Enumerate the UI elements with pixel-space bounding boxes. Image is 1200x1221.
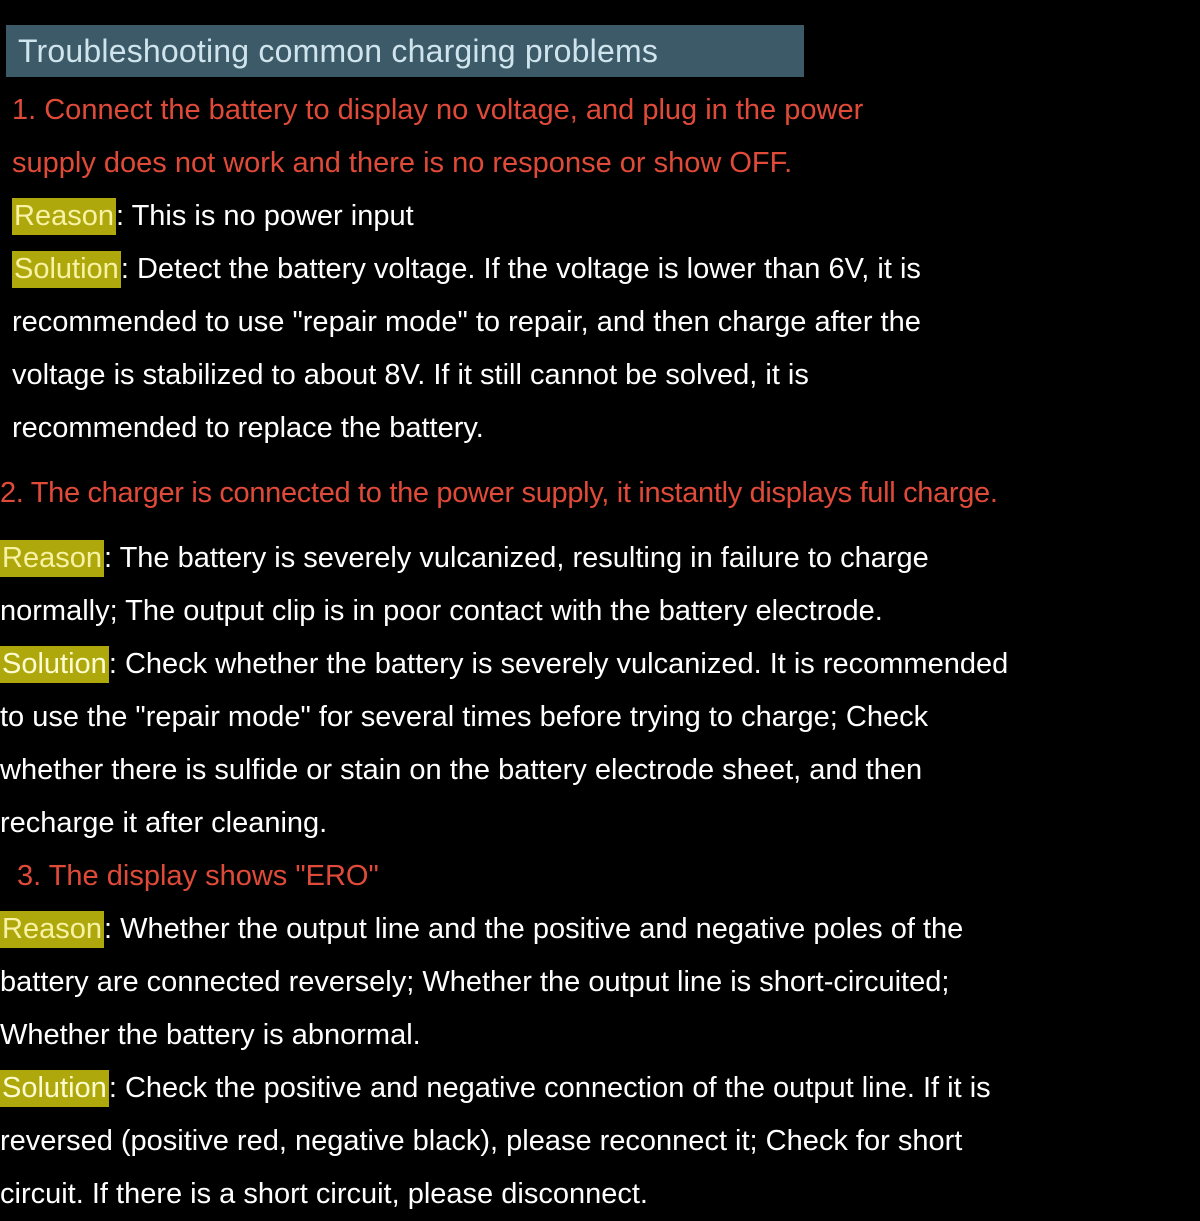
solution-separator: : [120, 253, 137, 285]
problem-1-reason-line [0, 190, 1200, 243]
reason-label: Reason [0, 540, 104, 577]
page-title-banner [6, 25, 804, 77]
reason-separator: : [115, 200, 132, 232]
problem-3-reason-text: Whether the output line and the positive and negative poles of the [120, 913, 964, 945]
solution-label: Solution [12, 251, 121, 288]
problem-1-heading-line-1: 1. Connect the battery to display no voltage, and plug in the power [12, 94, 864, 126]
problem-2-solution-cont-1: to use the "repair mode" for several times before trying to charge; Check [0, 701, 929, 733]
problem-2-reason-cont-1: normally; The output clip is in poor contact with the battery electrode. [0, 595, 883, 627]
problem-2-solution-text: Check whether the battery is severely vulcanized. It is recommended [124, 648, 1009, 680]
problem-1-solution-text: Detect the battery voltage. If the voltage is lower than 6V, it is [136, 253, 921, 285]
reason-separator: : [103, 913, 121, 945]
problem-2-solution-line [0, 638, 1200, 691]
problem-1-heading-line-2: supply does not work and there is no response or show OFF. [12, 147, 793, 179]
problem-2-solution-cont-2: whether there is sulfide or stain on the battery electrode sheet, and then [0, 754, 923, 786]
solution-separator: : [108, 648, 125, 680]
problem-3-reason-line [0, 903, 1200, 956]
problem-1-solution-cont-2: voltage is stabilized to about 8V. If it still cannot be solved, it is [12, 359, 809, 391]
problem-3-solution-line [0, 1062, 1200, 1115]
problem-1-reason-text: This is no power input [131, 200, 414, 232]
problem-3-reason-cont-1: battery are connected reversely; Whether the output line is short-circuited; [0, 966, 950, 998]
page-title: Troubleshooting common charging problems [18, 32, 659, 69]
problem-1-solution-line [0, 243, 1200, 296]
problem-2-heading-line-1: 2. The charger is connected to the power supply, it instantly displays full charge. [0, 477, 998, 509]
problem-3-solution-cont-2: circuit. If there is a short circuit, please disconnect. [0, 1178, 648, 1210]
problem-3-reason-cont-2: Whether the battery is abnormal. [0, 1019, 421, 1051]
solution-label: Solution [0, 1070, 109, 1107]
solution-label: Solution [0, 646, 109, 683]
problem-3-heading-line-1: 3. The display shows "ERO" [17, 860, 379, 892]
problem-2-solution-cont-3: recharge it after cleaning. [0, 807, 328, 839]
reason-label: Reason [12, 198, 116, 235]
problem-3-solution-cont-1: reversed (positive red, negative black), please reconnect it; Check for short [0, 1125, 963, 1157]
problem-3-solution-text: Check the positive and negative connection of the output line. If it is [124, 1072, 991, 1104]
problem-2-reason-text: The battery is severely vulcanized, resulting in failure to charge [119, 542, 929, 574]
problem-2-reason-line [0, 532, 1200, 585]
troubleshooting-content [0, 84, 1200, 1221]
solution-separator: : [108, 1072, 125, 1104]
reason-separator: : [103, 542, 120, 574]
problem-1-solution-cont-3: recommended to replace the battery. [12, 412, 484, 444]
problem-1-solution-cont-1: recommended to use "repair mode" to repair, and then charge after the [12, 306, 921, 338]
reason-label: Reason [0, 911, 104, 948]
